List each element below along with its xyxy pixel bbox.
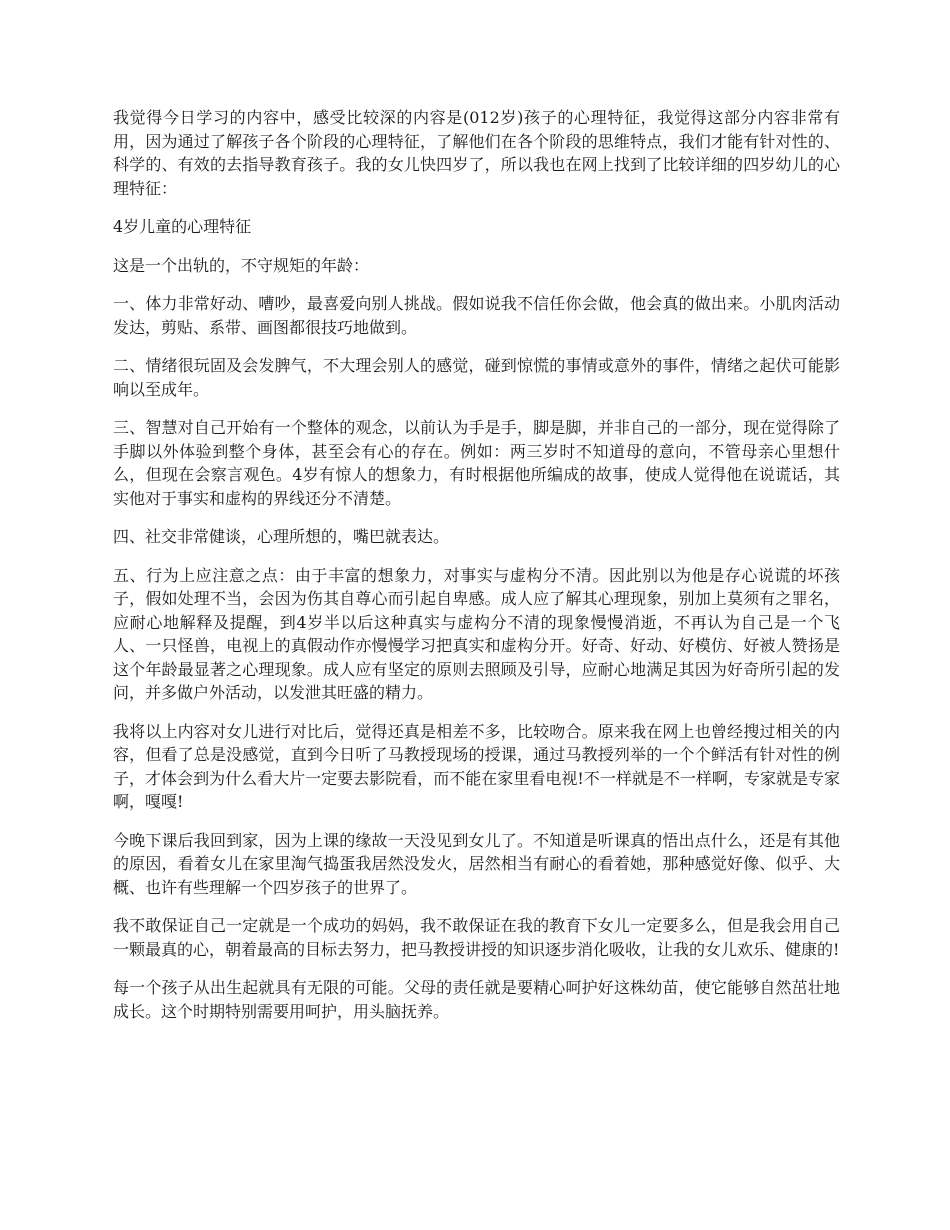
paragraph-behavior: 五、行为上应注意之点：由于丰富的想象力，对事实与虚构分不清。因此别以为他是存心说谎的坏孩子，假如处理不当，会因为伤其自尊心而引起自卑感。成人应了解其心理现象，别加上莫须有之罪名，应耐心地解释及提醒，到4岁半以后这种真实与虚构分不清的现象慢慢消逝，不再认为自己是一个飞人、一只怪兽，电视上的真假动作亦慢慢学习把真实和虚构分开。好奇、好动、好模仿、好被人赞扬是这个年龄最显著之心理现象。成人应有坚定的原则去照顾及引导，应耐心地满足其因为好奇所引起的发问，并多做户外活动，以发泄其旺盛的精力。 xyxy=(113,565,840,702)
paragraph-evening: 今晚下课后我回到家，因为上课的缘故一天没见到女儿了。不知道是听课真的悟出点什么，还是有其他的原因，看着女儿在家里淘气捣蛋我居然没发火，居然相当有耐心的看着她，那种感觉好像、似乎、大概、也许有些理解一个四岁孩子的世界了。 xyxy=(113,830,840,897)
paragraph-age-description: 这是一个出轨的，不守规矩的年龄： xyxy=(113,255,370,275)
paragraph-emotion: 二、情绪很玩固及会发脾气，不大理会别人的感觉，碰到惊慌的事情或意外的事件，情绪之起伏可能影响以至成年。 xyxy=(113,356,840,399)
paragraph-closing: 每一个孩子从出生起就具有无限的可能。父母的责任就是要精心呵护好这株幼苗，使它能够自然茁壮地成长。这个时期特别需要用呵护，用头脑抚养。 xyxy=(113,978,840,1021)
paragraph-intelligence: 三、智慧对自己开始有一个整体的观念，以前认为手是手，脚是脚，并非自己的一部分，现在觉得除了手脚以外体验到整个身体，甚至会有心的存在。例如：两三岁时不知道母的意向，不管母亲心里想什么，但现在会察言观色。4岁有惊人的想象力，有时根据他所编成的故事，使成人觉得他在说谎话，其实他对于事实和虚构的界线还分不清楚。 xyxy=(113,418,840,508)
paragraph-social: 四、社交非常健谈，心理所想的，嘴巴就表达。 xyxy=(113,527,450,546)
paragraph-promise: 我不敢保证自己一定就是一个成功的妈妈，我不敢保证在我的教育下女儿一定要多么，但是我会用自己一颗最真的心，朝着最高的目标去努力，把马教授讲授的知识逐步消化吸收，让我的女儿欢乐、健康的! xyxy=(113,916,840,959)
paragraph-physical: 一、体力非常好动、嘈吵，最喜爱向别人挑战。假如说我不信任你会做，他会真的做出来。小肌肉活动发达，剪贴、系带、画图都很技巧地做到。 xyxy=(113,294,840,337)
document-body xyxy=(113,106,840,1038)
paragraph-intro: 我觉得今日学习的内容中，感受比较深的内容是(012岁)孩子的心理特征，我觉得这部分内容非常有用，因为通过了解孩子各个阶段的心理特征，了解他们在各个阶段的思维特点，我们才能有针对性的、科学的、有效的去指导教育孩子。我的女儿快四岁了，所以我也在网上找到了比较详细的四岁幼儿的心理特征： xyxy=(113,108,840,198)
section-heading: 4岁儿童的心理特征 xyxy=(113,217,252,236)
paragraph-comparison: 我将以上内容对女儿进行对比后，觉得还真是相差不多，比较吻合。原来我在网上也曾经搜过相关的内容，但看了总是没感觉，直到今日听了马教授现场的授课，通过马教授列举的一个个鲜活有针对性的例子，才体会到为什么看大片一定要去影院看，而不能在家里看电视!不一样就是不一样啊，专家就是专家啊，嘎嘎! xyxy=(113,721,840,811)
